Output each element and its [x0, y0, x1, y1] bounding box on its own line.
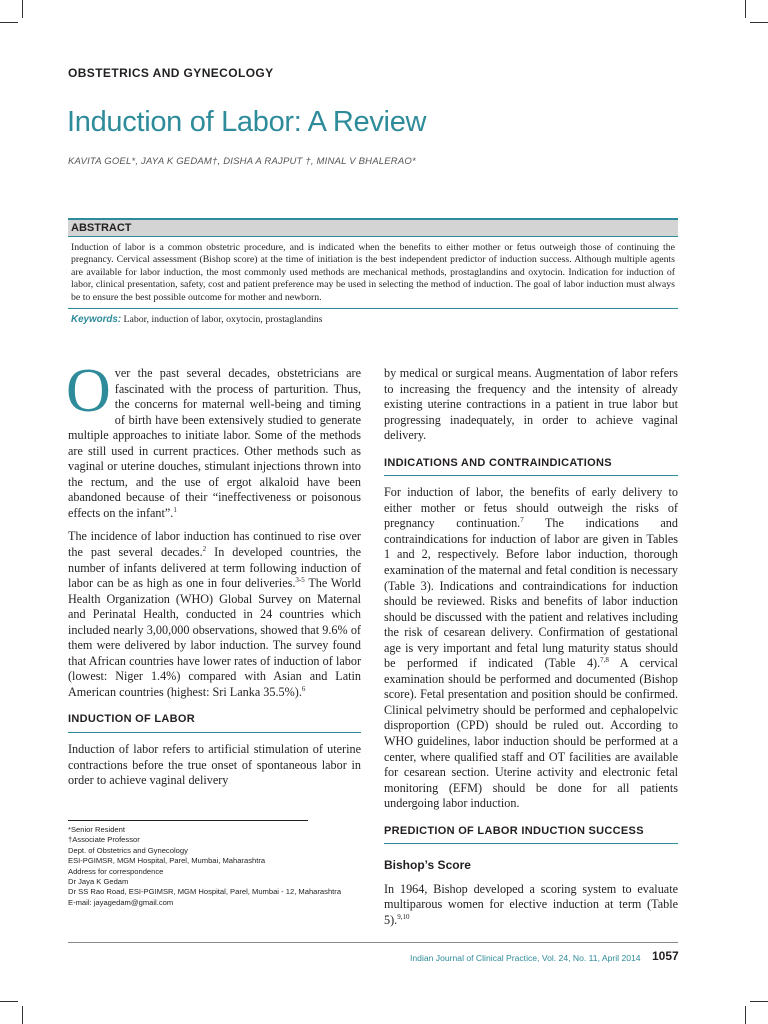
- citation-ref: 6: [301, 684, 306, 693]
- citation-ref: 9,10: [397, 912, 410, 921]
- left-column: [66, 357, 362, 797]
- footnote-line: Dept. of Obstetrics and Gynecology: [68, 845, 188, 855]
- journal-citation: Indian Journal of Clinical Practice, Vol. 24, No. 11, April 2014: [410, 953, 641, 963]
- crop-mark: [22, 1006, 23, 1024]
- keywords-text: Labor, induction of labor, oxytocin, prostaglandins: [123, 314, 323, 326]
- footnote-line: E-mail: jayagedam@gmail.com: [68, 897, 174, 907]
- indications-text-b: The indications and contraindications for induction of labor are given in Tables 1 and 2, respectively. Before labor induction, thorough examination of the maternal and fetal condition is necessary (Table 3). Indications and contraindications for induction should be reviewed. Risks and benefits of labor induction should be discussed with the patient and relatives including the risk of cesarean delivery. Confirmation of gestational age is very important and fetal lung maturity status should be performed if indicated (Table 4).: [384, 516, 678, 671]
- induction-paragraph: Induction of labor refers to artificial stimulation of uterine contractions before the true onset of spontaneous labor in order to achieve vaginal delivery: [68, 742, 361, 788]
- section-heading-induction: INDUCTION OF LABOR: [68, 712, 361, 733]
- crop-mark: [745, 1006, 746, 1024]
- section-label: OBSTETRICS AND GYNECOLOGY: [68, 66, 274, 80]
- incidence-paragraph: [68, 529, 361, 700]
- article-title: Induction of Labor: A Review: [67, 106, 427, 138]
- keywords-label: Keywords:: [71, 314, 122, 326]
- section-heading-prediction: PREDICTION OF LABOR INDUCTION SUCCESS: [384, 824, 678, 845]
- bishop-paragraph: [384, 882, 678, 929]
- footnote-line: Dr SS Rao Road, ESI-PGIMSR, MGM Hospital, Parel, Mumbai - 12, Maharashtra: [68, 887, 342, 897]
- footnote-line: Dr Jaya K Gedam: [68, 877, 129, 887]
- crop-mark: [750, 22, 768, 23]
- crop-mark: [745, 0, 746, 18]
- dropcap: O: [66, 357, 111, 425]
- indications-text-a: For induction of labor, the benefits of early delivery to either mother or fetus should outweigh the risks of pregnancy continuation.: [384, 485, 678, 531]
- right-column: [384, 366, 678, 937]
- footnotes: [68, 820, 342, 908]
- crop-mark: [0, 22, 18, 23]
- crop-mark: [0, 1001, 18, 1002]
- incidence-text-c: The World Health Organization (WHO) Global Survey on Maternal and Perinatal Health, conducted in 24 countries which included nearly 3,00,000 observations, showed that 9.6% of them were delivered by labor induction. The survey found that African countries have lower rates of induction of labor (lowest: Niger 1.4%) compared with Asian and Latin American countries (highest: Sri Lanka 35.5%).: [68, 576, 362, 699]
- intro-paragraph: [66, 357, 361, 521]
- bishop-text: In 1964, Bishop developed a scoring system to evaluate multiparous women for elective induction at term (Table 5).: [384, 881, 678, 927]
- subheading-bishop: Bishop’s Score: [384, 858, 471, 873]
- citation-ref: 7: [520, 516, 524, 525]
- footnote-line: †Associate Professor: [68, 835, 140, 845]
- citation-ref: 3-5: [295, 576, 305, 585]
- abstract-text: Induction of labor is a common obstetric procedure, and is indicated when the benefits to either mother or fetus outweigh those of continuing the pregnancy. Cervical assessment (Bishop score) at the time of initiation is the best independent predictor of induction success. Although multiple agents are available for labor induction, the most commonly used methods are mechanical methods, prostaglandins and oxytocin. Indication for induction of labor, clinical presentation, safety, cost and patient preference may be used in selecting the method of induction. The goal of labor induction must always be to ensure the best possible outcome for mother and newborn.: [68, 237, 678, 309]
- indications-paragraph: [384, 485, 678, 811]
- citation-ref: 2: [202, 544, 207, 553]
- crop-mark: [22, 0, 23, 18]
- citation-ref: 1: [173, 505, 177, 514]
- footer-rule: [68, 942, 678, 943]
- crop-mark: [750, 1001, 768, 1002]
- indications-text-c: A cervical examination should be performed and documented (Bishop score). Fetal presentation and position should be confirmed. Clinical pelvimetry should be performed and cephalopelvic disproportion (CPD) should be ruled out. According to WHO guidelines, labor induction should be performed at a center, where qualified staff and OT facilities are available for cesarean section. Uterine activity and electronic fetal monitoring (EFM) should be done for all patients undergoing labor induction.: [384, 656, 678, 811]
- incidence-text-a: The incidence of labor induction has continued to rise over the past several decades.: [68, 529, 361, 560]
- abstract-box: [68, 218, 678, 330]
- page-number: 1057: [652, 949, 679, 963]
- section-heading-indications: INDICATIONS AND CONTRAINDICATIONS: [384, 456, 678, 477]
- intro-text: ver the past several decades, obstetricians are fascinated with the process of parturition. Thus, the concerns for maternal well-being and timing of birth have been extensively studied to generate multiple approaches to initiate labor. Some of the methods are still used in current practices. Other methods such as vaginal or uterine douches, stimulant injections thrown into the rectum, and the use of ergot alkaloid have been abandoned because of their “ineffectiveness or poisonous effects on the infant”.: [68, 366, 361, 520]
- footnote-line: *Senior Resident: [68, 825, 125, 834]
- author-list: KAVITA GOEL*, JAYA K GEDAM†, DISHA A RAJPUT †, MINAL V BHALERAO*: [68, 156, 416, 167]
- citation-ref: 7,8: [600, 656, 609, 665]
- abstract-heading: ABSTRACT: [68, 220, 678, 237]
- footnote-line: ESI-PGIMSR, MGM Hospital, Parel, Mumbai, Maharashtra: [68, 856, 266, 866]
- footnote-line: Address for correspondence: [68, 866, 164, 876]
- augmentation-paragraph: by medical or surgical means. Augmentation of labor refers to increasing the frequency and the intensity of already existing uterine contractions in a patient in true labor but progressing inadequately, in order to achieve vaginal delivery.: [384, 366, 678, 443]
- incidence-text-b: In developed countries, the number of infants delivered at term following induction of labor can be as high as one in four deliveries.: [68, 545, 361, 591]
- keywords-row: [68, 309, 678, 330]
